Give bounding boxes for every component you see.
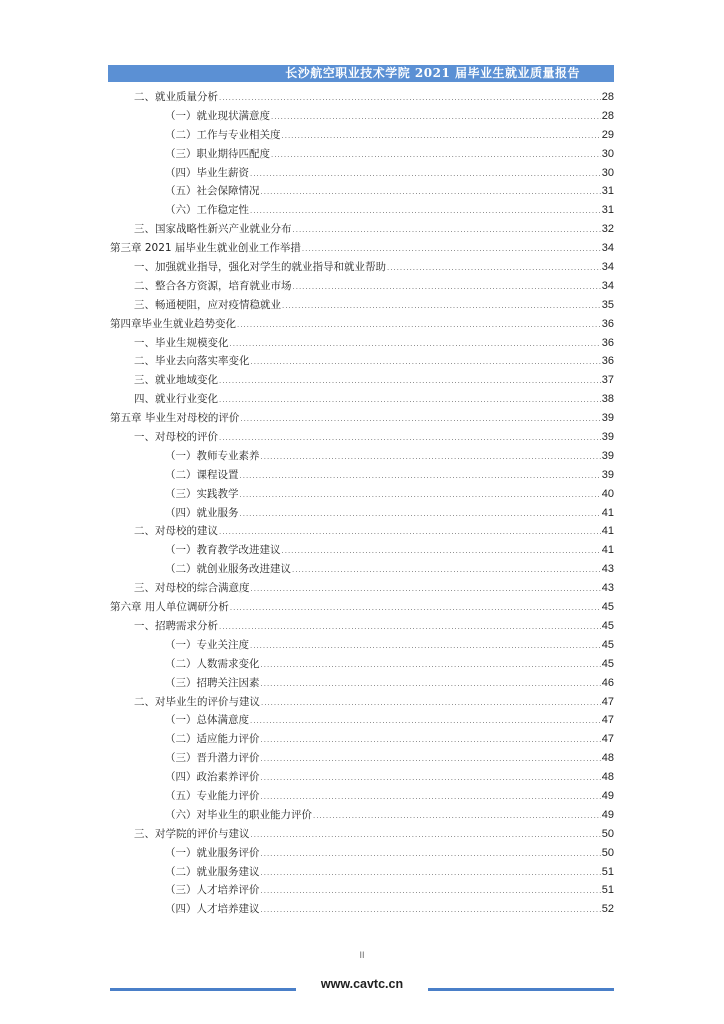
toc-entry-page: 39 xyxy=(601,468,614,481)
toc-entry-page: 48 xyxy=(601,752,614,765)
toc-entry[interactable] xyxy=(110,88,614,107)
toc-entry[interactable] xyxy=(110,768,614,787)
toc-entry-page: 41 xyxy=(601,506,614,519)
toc-entry-title: 二、对毕业生的评价与建议 xyxy=(134,695,260,708)
toc-leader-dots xyxy=(271,146,601,165)
toc-entry[interactable] xyxy=(110,409,614,428)
toc-entry-page: 41 xyxy=(601,525,614,538)
toc-entry-title: 三、就业地域变化 xyxy=(134,374,218,387)
toc-leader-dots xyxy=(250,165,601,184)
toc-entry-title: （二）就业服务建议 xyxy=(165,865,260,878)
toc-entry-title: （五）专业能力评价 xyxy=(165,789,260,802)
toc-entry[interactable] xyxy=(110,560,614,579)
toc-entry[interactable] xyxy=(110,711,614,730)
toc-leader-dots xyxy=(282,127,601,146)
toc-entry[interactable] xyxy=(110,334,614,353)
toc-entry-title: （一）教育教学改进建议 xyxy=(165,544,281,557)
toc-entry[interactable] xyxy=(110,825,614,844)
toc-entry[interactable] xyxy=(110,315,614,334)
toc-entry-page: 29 xyxy=(601,128,614,141)
toc-leader-dots xyxy=(230,335,601,354)
toc-entry[interactable] xyxy=(110,126,614,145)
toc-entry[interactable] xyxy=(110,636,614,655)
toc-leader-dots xyxy=(250,202,601,221)
toc-entry-title: 二、对母校的建议 xyxy=(134,525,218,538)
toc-entry-title: （三）实践教学 xyxy=(165,487,239,500)
toc-entry-title: 一、对母校的评价 xyxy=(134,431,218,444)
table-of-contents xyxy=(110,88,614,919)
toc-entry[interactable] xyxy=(110,428,614,447)
toc-entry[interactable] xyxy=(110,617,614,636)
toc-entry-title: 三、对学院的评价与建议 xyxy=(134,827,250,840)
toc-entry-page: 50 xyxy=(601,846,614,859)
toc-entry[interactable] xyxy=(110,447,614,466)
toc-entry[interactable] xyxy=(110,277,614,296)
toc-entry[interactable] xyxy=(110,579,614,598)
toc-leader-dots xyxy=(292,561,601,580)
toc-entry-page: 51 xyxy=(601,865,614,878)
footer-url[interactable]: www.cavtc.cn xyxy=(320,977,404,991)
toc-entry-title: （四）就业服务 xyxy=(165,506,239,519)
toc-entry-page: 46 xyxy=(601,676,614,689)
toc-entry[interactable] xyxy=(110,352,614,371)
toc-entry[interactable] xyxy=(110,201,614,220)
toc-entry-title: （六）工作稳定性 xyxy=(165,204,249,217)
toc-entry-title: 一、加强就业指导，强化对学生的就业指导和就业帮助 xyxy=(134,261,386,274)
toc-leader-dots xyxy=(261,769,601,788)
toc-entry-page: 34 xyxy=(601,261,614,274)
toc-entry-page: 45 xyxy=(601,657,614,670)
toc-entry-page: 43 xyxy=(601,563,614,576)
toc-leader-dots xyxy=(261,675,601,694)
toc-entry-title: （二）工作与专业相关度 xyxy=(165,128,281,141)
toc-leader-dots xyxy=(250,637,601,656)
toc-entry[interactable] xyxy=(110,522,614,541)
toc-entry[interactable] xyxy=(110,863,614,882)
toc-entry-page: 34 xyxy=(601,279,614,292)
toc-entry[interactable] xyxy=(110,749,614,768)
toc-entry-title: 第四章毕业生就业趋势变化 xyxy=(110,317,236,330)
toc-entry[interactable] xyxy=(110,390,614,409)
toc-entry-page: 39 xyxy=(601,431,614,444)
toc-entry-title: 第三章 2021 届毕业生就业创业工作举措 xyxy=(110,242,301,255)
toc-leader-dots xyxy=(261,788,601,807)
toc-entry-title: （四）政治素养评价 xyxy=(165,771,260,784)
toc-entry-title: （四）人才培养建议 xyxy=(165,903,260,916)
toc-leader-dots xyxy=(261,845,601,864)
toc-entry-page: 47 xyxy=(601,714,614,727)
toc-entry-title: （二）人数需求变化 xyxy=(165,657,260,670)
toc-entry-page: 47 xyxy=(601,733,614,746)
toc-entry-title: （一）就业服务评价 xyxy=(165,846,260,859)
toc-leader-dots xyxy=(251,580,601,599)
toc-entry[interactable] xyxy=(110,598,614,617)
footer-line-right xyxy=(428,988,614,991)
toc-entry-title: 第五章 毕业生对母校的评价 xyxy=(110,412,240,425)
toc-entry-title: 三、畅通梗阻，应对疫情稳就业 xyxy=(134,298,281,311)
toc-entry-title: （三）人才培养评价 xyxy=(165,884,260,897)
toc-leader-dots xyxy=(293,278,601,297)
toc-entry-page: 35 xyxy=(601,298,614,311)
toc-entry-page: 31 xyxy=(601,204,614,217)
toc-entry-page: 36 xyxy=(601,317,614,330)
toc-entry-title: 二、就业质量分析 xyxy=(134,91,218,103)
toc-entry-title: （一）专业关注度 xyxy=(165,638,249,651)
toc-entry-page: 43 xyxy=(601,582,614,595)
toc-entry-title: （一）就业现状满意度 xyxy=(165,109,270,122)
toc-leader-dots xyxy=(261,731,601,750)
toc-leader-dots xyxy=(313,807,601,826)
toc-entry[interactable] xyxy=(110,239,614,258)
toc-entry-title: （二）适应能力评价 xyxy=(165,733,260,746)
toc-entry-title: 一、招聘需求分析 xyxy=(134,619,218,632)
page-number: II xyxy=(359,950,365,960)
toc-entry-title: （四）毕业生薪资 xyxy=(165,166,249,179)
toc-entry-title: 四、就业行业变化 xyxy=(134,393,218,406)
toc-entry-title: 二、毕业去向落实率变化 xyxy=(134,355,250,368)
toc-entry[interactable] xyxy=(110,164,614,183)
toc-entry[interactable] xyxy=(110,674,614,693)
toc-entry-page: 51 xyxy=(601,884,614,897)
toc-leader-dots xyxy=(237,316,601,335)
toc-leader-dots xyxy=(302,240,601,259)
toc-leader-dots xyxy=(219,429,601,448)
toc-entry[interactable] xyxy=(110,485,614,504)
report-title: 长沙航空职业技术学院 2021 届毕业生就业质量报告 xyxy=(285,66,580,80)
toc-leader-dots xyxy=(240,486,601,505)
toc-leader-dots xyxy=(230,599,601,618)
toc-entry-page: 34 xyxy=(601,242,614,255)
toc-entry-page: 45 xyxy=(601,638,614,651)
toc-entry[interactable] xyxy=(110,466,614,485)
toc-entry-title: （三）晋升潜力评价 xyxy=(165,752,260,765)
header-bar xyxy=(108,65,614,82)
toc-entry-page: 39 xyxy=(601,449,614,462)
toc-leader-dots xyxy=(219,372,601,391)
toc-entry-page: 38 xyxy=(601,393,614,406)
toc-entry[interactable] xyxy=(110,296,614,315)
toc-leader-dots xyxy=(250,712,601,731)
toc-entry[interactable] xyxy=(110,541,614,560)
toc-leader-dots xyxy=(240,467,601,486)
toc-entry-page: 31 xyxy=(601,185,614,198)
toc-leader-dots xyxy=(261,694,601,713)
toc-entry-page: 45 xyxy=(601,619,614,632)
toc-entry-page: 52 xyxy=(601,903,614,916)
toc-entry-page: 49 xyxy=(601,808,614,821)
toc-leader-dots xyxy=(261,864,601,883)
toc-entry-page: 45 xyxy=(601,601,614,614)
toc-entry-title: （三）招聘关注因素 xyxy=(165,676,260,689)
toc-entry-page: 36 xyxy=(601,336,614,349)
toc-entry-title: 三、国家战略性新兴产业就业分布 xyxy=(134,223,292,236)
toc-leader-dots xyxy=(251,826,601,845)
toc-entry-page: 28 xyxy=(601,109,614,122)
toc-entry-page: 28 xyxy=(601,91,614,103)
toc-entry-page: 30 xyxy=(601,166,614,179)
toc-leader-dots xyxy=(282,297,601,316)
toc-leader-dots xyxy=(271,108,601,127)
toc-entry-page: 37 xyxy=(601,374,614,387)
toc-entry[interactable] xyxy=(110,655,614,674)
toc-entry-page: 48 xyxy=(601,771,614,784)
toc-leader-dots xyxy=(261,183,601,202)
toc-leader-dots xyxy=(261,901,601,920)
toc-leader-dots xyxy=(219,523,601,542)
toc-entry-title: （三）职业期待匹配度 xyxy=(165,147,270,160)
toc-entry[interactable] xyxy=(110,145,614,164)
toc-entry-page: 50 xyxy=(601,827,614,840)
toc-entry[interactable] xyxy=(110,258,614,277)
toc-entry[interactable] xyxy=(110,371,614,390)
footer-line-left xyxy=(110,988,296,991)
toc-entry[interactable] xyxy=(110,182,614,201)
toc-leader-dots xyxy=(219,89,601,108)
toc-entry[interactable] xyxy=(110,881,614,900)
toc-leader-dots xyxy=(251,353,601,372)
toc-leader-dots xyxy=(293,221,601,240)
toc-entry-title: 一、毕业生规模变化 xyxy=(134,336,229,349)
toc-entry[interactable] xyxy=(110,693,614,712)
toc-entry[interactable] xyxy=(110,844,614,863)
toc-entry-title: （一）总体满意度 xyxy=(165,714,249,727)
toc-entry[interactable] xyxy=(110,730,614,749)
toc-leader-dots xyxy=(219,391,601,410)
toc-entry-title: 第六章 用人单位调研分析 xyxy=(110,601,229,614)
toc-leader-dots xyxy=(261,448,601,467)
toc-entry-title: （一）教师专业素养 xyxy=(165,449,260,462)
toc-entry-page: 49 xyxy=(601,789,614,802)
toc-entry-page: 41 xyxy=(601,544,614,557)
toc-entry-title: 二、整合各方资源，培育就业市场 xyxy=(134,279,292,292)
toc-entry-page: 36 xyxy=(601,355,614,368)
toc-entry[interactable] xyxy=(110,220,614,239)
toc-leader-dots xyxy=(387,259,601,278)
toc-entry[interactable] xyxy=(110,787,614,806)
toc-entry-title: （二）课程设置 xyxy=(165,468,239,481)
toc-entry-title: （五）社会保障情况 xyxy=(165,185,260,198)
toc-leader-dots xyxy=(240,410,600,429)
toc-entry[interactable] xyxy=(110,504,614,523)
toc-leader-dots xyxy=(282,542,601,561)
toc-entry-page: 40 xyxy=(601,487,614,500)
toc-entry[interactable] xyxy=(110,900,614,919)
toc-entry-page: 32 xyxy=(601,223,614,236)
toc-entry-title: 三、对母校的综合满意度 xyxy=(134,582,250,595)
toc-entry[interactable] xyxy=(110,107,614,126)
toc-leader-dots xyxy=(240,505,601,524)
toc-entry-page: 30 xyxy=(601,147,614,160)
toc-leader-dots xyxy=(261,882,601,901)
toc-leader-dots xyxy=(261,750,601,769)
toc-leader-dots xyxy=(219,618,601,637)
toc-entry-page: 47 xyxy=(601,695,614,708)
toc-entry-title: （六）对毕业生的职业能力评价 xyxy=(165,808,312,821)
toc-entry-title: （二）就创业服务改进建议 xyxy=(165,563,291,576)
toc-leader-dots xyxy=(261,656,601,675)
toc-entry-page: 39 xyxy=(601,412,614,425)
toc-entry[interactable] xyxy=(110,806,614,825)
